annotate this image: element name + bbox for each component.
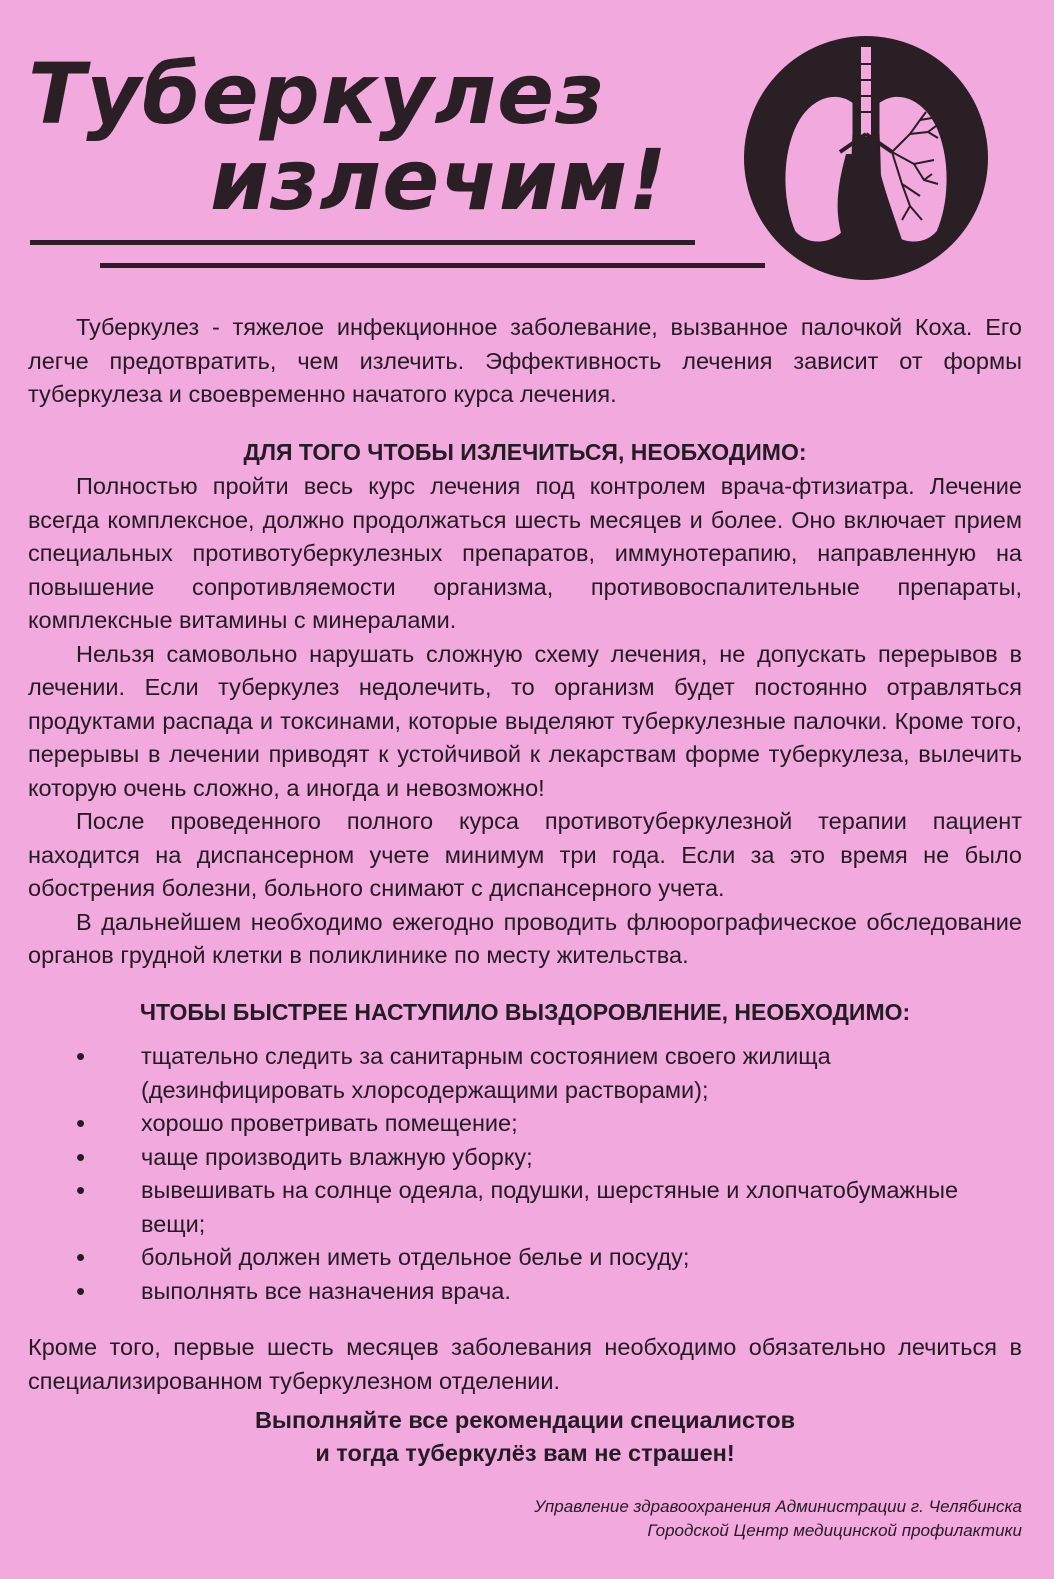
list-item <box>76 1107 976 1141</box>
list-item <box>76 1275 976 1309</box>
call-to-action <box>28 1404 1022 1470</box>
title-underline-bottom <box>100 263 765 268</box>
list-item-text: чаще производить влажную уборку; <box>141 1143 533 1170</box>
section1-paragraph: В дальнейшем необходимо ежегодно проводить флюорографическое обследование органов грудной клетки в поликлинике по месту жительства. <box>28 908 1022 968</box>
section2-heading-block <box>28 996 1022 1030</box>
list-item-text: выполнять все назначения врача. <box>141 1277 511 1304</box>
call-to-action-line-1: Выполняйте все рекомендации специалистов <box>254 1407 796 1433</box>
bullet-icon: • <box>76 1275 86 1306</box>
list-item-text: вывешивать на солнце одеяла, подушки, шерстяные и хлопчатобумажные вещи; <box>141 1177 959 1237</box>
list-item <box>76 1141 976 1175</box>
bullet-icon: • <box>76 1141 86 1172</box>
footer-organization: Управление здравоохранения Администрации г. Челябинска <box>534 1497 1022 1516</box>
bullet-icon: • <box>76 1242 86 1272</box>
closing-block <box>28 1331 1022 1398</box>
call-to-action-line-2: и тогда туберкулёз вам не страшен! <box>315 1440 735 1466</box>
section1-heading-block <box>28 436 1022 470</box>
section1-paragraph: После проведенного полного курса противотуберкулезной терапии пациент находится на диспансерном учете минимум три года. Если за это время не было обострения болезни, больного снимают с диспансерного учета. <box>28 808 1022 901</box>
lungs-icon <box>742 34 990 282</box>
bullet-icon: • <box>76 1108 86 1138</box>
list-item-text: больной должен иметь отдельное белье и посуду; <box>141 1244 690 1270</box>
footer <box>534 1495 1022 1543</box>
title-line-2: излечим! <box>210 131 668 229</box>
recommendation-list <box>76 1040 976 1308</box>
intro-block <box>28 311 1022 412</box>
list-item <box>76 1040 976 1107</box>
list-item-text: хорошо проветривать помещение; <box>141 1110 518 1136</box>
section1-paragraph: Нельзя самовольно нарушать сложную схему лечения, не допускать перерывов в лечении. Если туберкулез недолечить, то организм будет постоянно отравляться продуктами распада и токсинами, которые выделяют туберкулезные палочки. Кроме того, перерывы в лечении приводят к устойчивой к лекарствам форме туберкулеза, вылечить которую очень сложно, а иногда и невозможно! <box>28 640 1022 801</box>
section1-body <box>28 470 1022 973</box>
list-item <box>76 1241 976 1275</box>
section1-paragraph: Полностью пройти весь курс лечения под контролем врача-фтизиатра. Лечение всегда комплексное, должно продолжаться шесть месяцев и более. Оно включает прием специальных противотуберкулезных препаратов, иммунотерапию, направленную на повышение сопротивляемости организма, противовоспалительные препараты, комплексные витамины с минералами. <box>28 473 1022 633</box>
section1-heading: ДЛЯ ТОГО ЧТОБЫ ИЗЛЕЧИТЬСЯ, НЕОБХОДИМО: <box>243 439 807 465</box>
title-line-1: Туберкулез <box>28 45 605 143</box>
footer-center: Городской Центр медицинской профилактики <box>647 1521 1022 1540</box>
section2-heading: ЧТОБЫ БЫСТРЕЕ НАСТУПИЛО ВЫЗДОРОВЛЕНИЕ, НЕОБХОДИМО: <box>139 999 911 1025</box>
intro-paragraph: Туберкулез - тяжелое инфекционное заболевание, вызванное палочкой Коха. Его легче предотвратить, чем излечить. Эффективность лечения зависит от формы туберкулеза и своевременно начатого курса лечения. <box>28 314 1022 407</box>
title-underline-top <box>30 240 695 245</box>
closing-paragraph: Кроме того, первые шесть месяцев заболевания необходимо обязательно лечиться в специализированном туберкулезном отделении. <box>28 1334 1022 1394</box>
list-item <box>76 1174 976 1241</box>
bullet-icon: • <box>76 1041 86 1071</box>
bullet-icon: • <box>76 1175 86 1205</box>
list-item-text: тщательно следить за санитарным состоянием своего жилища (дезинфицировать хлорсодержащими растворами); <box>141 1043 831 1103</box>
